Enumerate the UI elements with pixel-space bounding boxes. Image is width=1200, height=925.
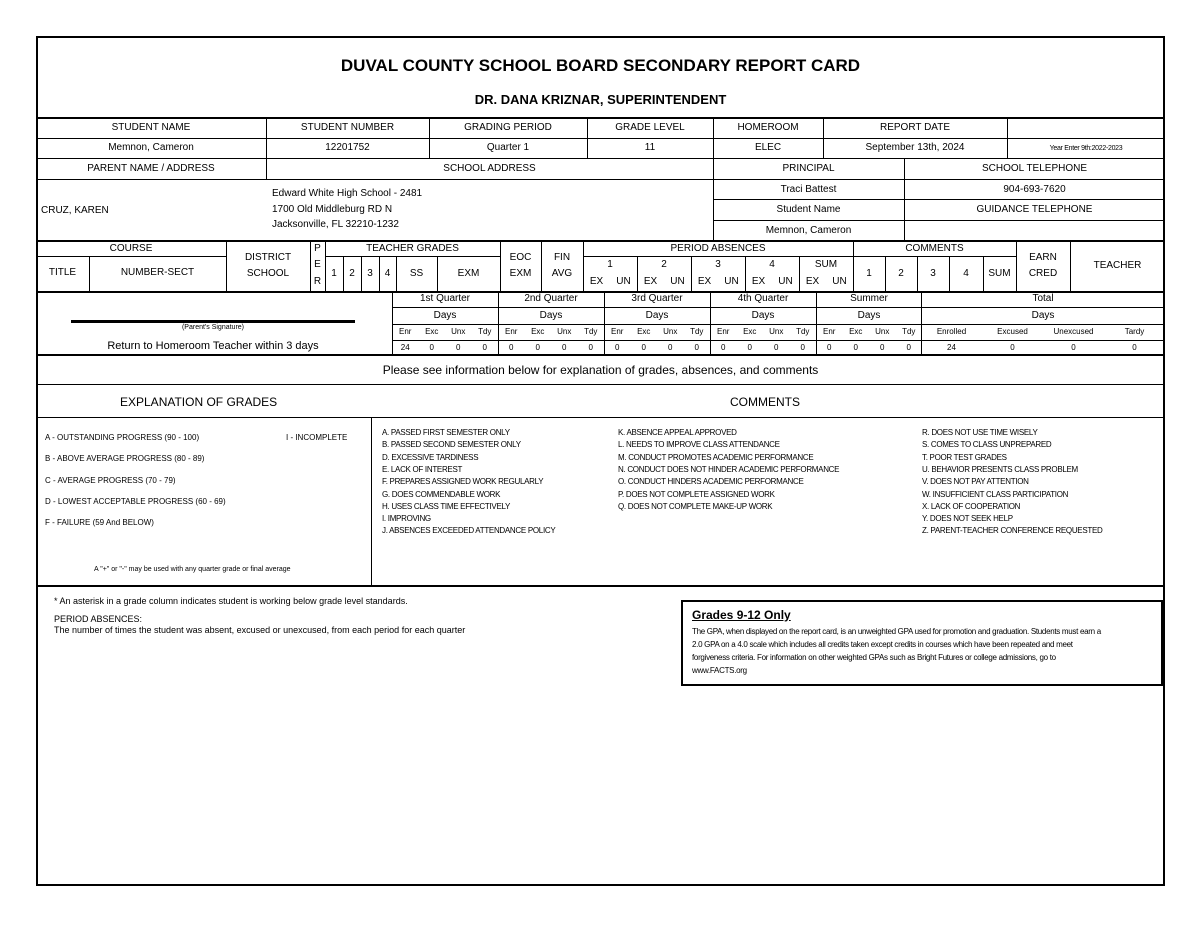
comment-code-item: R. DOES NOT USE TIME WISELY xyxy=(922,428,1038,437)
col-cred: CRED xyxy=(1028,268,1058,279)
attendance-total-sub-label: Excused xyxy=(997,327,1028,336)
col-p3: 3 xyxy=(715,259,721,270)
label-parent-address: PARENT NAME / ADDRESS xyxy=(87,163,215,174)
col-earn: EARN xyxy=(1029,252,1057,263)
attendance-sub-label: Enr xyxy=(717,327,730,336)
comment-code-item: Z. PARENT-TEACHER CONFERENCE REQUESTED xyxy=(922,526,1103,536)
grade-explanation-item: B - ABOVE AVERAGE PROGRESS (80 - 89) xyxy=(45,454,205,464)
attendance-value: 0 xyxy=(694,343,699,352)
return-note: Return to Homeroom Teacher within 3 days xyxy=(107,340,319,352)
col-c2: 2 xyxy=(898,268,904,279)
homeroom-value: ELEC xyxy=(754,142,782,153)
attendance-value: 0 xyxy=(562,343,567,352)
comment-code-item: B. PASSED SECOND SEMESTER ONLY xyxy=(382,440,521,450)
attendance-sub-label: Unx xyxy=(663,327,678,336)
comment-code-item: S. COMES TO CLASS UNPREPARED xyxy=(922,440,1052,450)
attendance-sub-label: Unx xyxy=(557,327,572,336)
col-psum-ex: EX xyxy=(805,276,820,287)
attendance-sub-label: Unx xyxy=(451,327,466,336)
gpa-line3: forgiveness criteria. For information on other weighted GPAs such as Bright Futures or college admissions, go to xyxy=(692,653,1056,662)
col-ss: SS xyxy=(409,268,424,279)
attendance-total-label: Total xyxy=(1032,293,1054,304)
col-eoc: EOC xyxy=(509,252,532,263)
attendance-sub-label: Unx xyxy=(769,327,784,336)
attendance-days-label: Days xyxy=(1031,310,1055,321)
col-p1: 1 xyxy=(607,259,613,270)
period-absences-text: The number of times the student was absent, excused or unexcused, from each period for each quarter xyxy=(54,625,466,635)
attendance-total-sub-label: Tardy xyxy=(1124,327,1145,336)
parent-signature-label: (Parent's Signature) xyxy=(181,324,245,331)
attendance-sub-label: Tdy xyxy=(478,327,492,336)
grade-explanation-item: C - AVERAGE PROGRESS (70 - 79) xyxy=(45,475,176,485)
col-fin: FIN xyxy=(553,252,571,263)
comment-code-item: F. PREPARES ASSIGNED WORK REGULARLY xyxy=(382,477,544,487)
label-principal: PRINCIPAL xyxy=(782,163,835,174)
year-enter-value: Year Enter 9th:2022-2023 xyxy=(1049,145,1123,152)
comment-code-item: M. CONDUCT PROMOTES ACADEMIC PERFORMANCE xyxy=(618,452,814,462)
attendance-value: 0 xyxy=(535,343,540,352)
attendance-sub-label: Enr xyxy=(505,327,518,336)
col-period-absences: PERIOD ABSENCES xyxy=(670,243,766,254)
attendance-value: 0 xyxy=(588,343,593,352)
col-p1-un: UN xyxy=(616,276,631,287)
attendance-value: 0 xyxy=(880,343,885,352)
attendance-value: 0 xyxy=(429,343,434,352)
grade-explanation-item: F - FAILURE (59 And BELOW) xyxy=(45,518,154,528)
comment-code-item: T. POOR TEST GRADES xyxy=(922,452,1007,462)
attendance-value: 0 xyxy=(774,343,779,352)
col-comments: COMMENTS xyxy=(905,243,964,254)
col-p1-ex: EX xyxy=(589,276,604,287)
student-name-value-2: Memnon, Cameron xyxy=(765,225,852,236)
comment-code-item: U. BEHAVIOR PRESENTS CLASS PROBLEM xyxy=(922,464,1078,474)
attendance-value: 0 xyxy=(456,343,461,352)
label-school-address: SCHOOL ADDRESS xyxy=(443,163,536,174)
report-date-value: September 13th, 2024 xyxy=(865,142,965,153)
col-p3-ex: EX xyxy=(697,276,712,287)
attendance-sub-label: Tdy xyxy=(796,327,810,336)
col-eoc-exm: EXM xyxy=(509,268,532,279)
attendance-total-value: 0 xyxy=(1010,343,1015,352)
col-avg: AVG xyxy=(551,268,573,279)
col-q1: 1 xyxy=(331,268,337,279)
col-p3-un: UN xyxy=(724,276,739,287)
attendance-quarter-label: 2nd Quarter xyxy=(524,293,578,304)
attendance-value: 0 xyxy=(827,343,832,352)
attendance-sub-label: Enr xyxy=(823,327,836,336)
col-q3: 3 xyxy=(367,268,373,279)
gpa-line1: The GPA, when displayed on the report card, is an unweighted GPA used for promotion and graduation. Students must earn a xyxy=(692,627,1101,636)
col-q4: 4 xyxy=(384,268,391,279)
student-name-value: Memnon, Cameron xyxy=(108,142,194,153)
col-teacher: TEACHER xyxy=(1093,260,1142,271)
attendance-value: 0 xyxy=(747,343,752,352)
comment-code-item: O. CONDUCT HINDERS ACADEMIC PERFORMANCE xyxy=(618,477,804,487)
parent-name-value: CRUZ, KAREN xyxy=(41,205,109,216)
attendance-value: 0 xyxy=(615,343,620,352)
student-name-label-2: Student Name xyxy=(776,204,841,215)
attendance-total-sub-label: Unexcused xyxy=(1053,327,1094,336)
attendance-sub-label: Exc xyxy=(849,327,863,336)
attendance-value: 0 xyxy=(641,343,646,352)
comment-code-item: I. IMPROVING xyxy=(382,514,431,524)
comment-code-item: H. USES CLASS TIME EFFECTIVELY xyxy=(382,501,511,511)
school-address-line2: 1700 Old Middleburg RD N xyxy=(272,204,393,215)
col-p4-ex: EX xyxy=(751,276,766,287)
attendance-total-value: 0 xyxy=(1071,343,1076,352)
comment-code-item: Y. DOES NOT SEEK HELP xyxy=(922,514,1013,524)
comment-code-item: W. INSUFFICIENT CLASS PARTICIPATION xyxy=(922,489,1069,499)
explanation-heading: EXPLANATION OF GRADES xyxy=(120,395,278,409)
attendance-sub-label: Exc xyxy=(531,327,545,336)
attendance-total-sub-label: Enrolled xyxy=(936,327,967,336)
attendance-value: 0 xyxy=(906,343,911,352)
attendance-sub-label: Enr xyxy=(399,327,412,336)
attendance-quarter-label: Summer xyxy=(850,293,888,304)
attendance-days-label: Days xyxy=(433,310,457,321)
attendance-quarter-label: 3rd Quarter xyxy=(631,293,683,304)
comment-code-item: G. DOES COMMENDABLE WORK xyxy=(382,489,501,499)
col-number-sect: NUMBER-SECT xyxy=(120,267,195,278)
col-district: DISTRICT xyxy=(244,252,292,263)
col-course: COURSE xyxy=(109,243,153,254)
attendance-total-value: 0 xyxy=(1132,343,1137,352)
col-title: TITLE xyxy=(48,267,77,278)
col-per-p: P xyxy=(314,243,321,254)
attendance-days-label: Days xyxy=(751,310,775,321)
col-q2: 2 xyxy=(349,268,355,279)
attendance-sub-label: Tdy xyxy=(902,327,916,336)
plus-minus-note: A "+" or "-" may be used with any quarter grade or final average xyxy=(94,566,291,573)
attendance-sub-label: Tdy xyxy=(690,327,704,336)
attendance-sub-label: Enr xyxy=(611,327,624,336)
comments-heading: COMMENTS xyxy=(730,395,800,409)
col-psum: SUM xyxy=(814,259,838,270)
attendance-value: 0 xyxy=(853,343,858,352)
comment-code-item: D. EXCESSIVE TARDINESS xyxy=(382,452,479,462)
label-homeroom: HOMEROOM xyxy=(737,122,799,133)
asterisk-note: * An asterisk in a grade column indicates student is working below grade level standards. xyxy=(54,596,408,606)
comment-code-item: K. ABSENCE APPEAL APPROVED xyxy=(618,428,737,437)
col-c4: 4 xyxy=(963,268,969,279)
label-school-telephone: SCHOOL TELEPHONE xyxy=(981,163,1088,174)
attendance-value: 0 xyxy=(800,343,805,352)
col-exm: EXM xyxy=(457,268,480,279)
comment-code-item: N. CONDUCT DOES NOT HINDER ACADEMIC PERFORMANCE xyxy=(618,464,840,474)
attendance-sub-label: Exc xyxy=(425,327,439,336)
attendance-value: 0 xyxy=(482,343,487,352)
col-csum: SUM xyxy=(988,268,1011,279)
attendance-days-label: Days xyxy=(645,310,669,321)
comment-code-item: V. DOES NOT PAY ATTENTION xyxy=(922,477,1029,487)
col-p2-ex: EX xyxy=(643,276,658,287)
attendance-sub-label: Unx xyxy=(875,327,890,336)
attendance-value: 0 xyxy=(668,343,673,352)
attendance-quarter-label: 4th Quarter xyxy=(737,293,789,304)
attendance-quarter-label: 1st Quarter xyxy=(419,293,471,304)
incomplete-note: I - INCOMPLETE xyxy=(286,433,348,442)
attendance-value: 0 xyxy=(721,343,726,352)
period-absences-title: PERIOD ABSENCES: xyxy=(54,614,143,624)
col-c3: 3 xyxy=(930,268,936,279)
superintendent: DR. DANA KRIZNAR, SUPERINTENDENT xyxy=(474,92,727,107)
col-p4-un: UN xyxy=(778,276,793,287)
comment-code-item: L. NEEDS TO IMPROVE CLASS ATTENDANCE xyxy=(618,440,780,450)
school-address-line3: Jacksonville, FL 32210-1232 xyxy=(272,219,399,230)
col-teacher-grades: TEACHER GRADES xyxy=(366,243,459,254)
principal-value: Traci Battest xyxy=(780,184,837,195)
col-p2: 2 xyxy=(661,259,667,270)
label-report-date: REPORT DATE xyxy=(879,122,950,133)
attendance-value: 0 xyxy=(509,343,514,352)
col-per-r: R xyxy=(313,276,322,287)
comment-code-item: J. ABSENCES EXCEEDED ATTENDANCE POLICY xyxy=(382,526,556,536)
report-title: DUVAL COUNTY SCHOOL BOARD SECONDARY REPORT CARD xyxy=(340,56,861,75)
attendance-total-value: 24 xyxy=(947,343,956,352)
label-grade-level: GRADE LEVEL xyxy=(615,122,685,133)
col-school: SCHOOL xyxy=(246,268,290,279)
grade-level-value: 11 xyxy=(644,142,656,153)
label-student-name: STUDENT NAME xyxy=(111,122,191,133)
student-number-value: 12201752 xyxy=(325,142,370,153)
label-grading-period: GRADING PERIOD xyxy=(464,122,552,133)
gpa-title: Grades 9-12 Only xyxy=(692,608,791,622)
gpa-line2: 2.0 GPA on a 4.0 scale which includes all credits taken except credits in courses which have been repeated and meet xyxy=(692,640,1073,649)
col-per-e: E xyxy=(314,259,321,270)
attendance-days-label: Days xyxy=(857,310,881,321)
col-c1: 1 xyxy=(866,268,872,279)
info-note: Please see information below for explanation of grades, absences, and comments xyxy=(382,363,819,377)
gpa-line4: www.FACTS.org xyxy=(692,666,747,675)
col-p4: 4 xyxy=(769,259,775,270)
attendance-sub-label: Exc xyxy=(743,327,757,336)
attendance-value: 24 xyxy=(400,343,410,352)
attendance-sub-label: Tdy xyxy=(584,327,598,336)
grade-explanation-item: D - LOWEST ACCEPTABLE PROGRESS (60 - 69) xyxy=(45,496,226,506)
col-psum-un: UN xyxy=(832,276,847,287)
comment-code-item: E. LACK OF INTEREST xyxy=(382,464,463,474)
comment-code-item: X. LACK OF COOPERATION xyxy=(922,501,1021,511)
col-p2-un: UN xyxy=(670,276,685,287)
label-student-number: STUDENT NUMBER xyxy=(300,122,395,133)
comment-code-item: A. PASSED FIRST SEMESTER ONLY xyxy=(382,428,510,437)
attendance-days-label: Days xyxy=(539,310,563,321)
comment-code-item: P. DOES NOT COMPLETE ASSIGNED WORK xyxy=(618,489,775,499)
grading-period-value: Quarter 1 xyxy=(486,142,530,153)
label-guidance-telephone: GUIDANCE TELEPHONE xyxy=(976,204,1093,215)
comment-code-item: Q. DOES NOT COMPLETE MAKE-UP WORK xyxy=(618,501,773,511)
attendance-sub-label: Exc xyxy=(637,327,651,336)
grade-explanation-item: A - OUTSTANDING PROGRESS (90 - 100) xyxy=(45,433,200,442)
school-address-line1: Edward White High School - 2481 xyxy=(272,188,423,199)
school-phone-value: 904-693-7620 xyxy=(1003,184,1066,195)
